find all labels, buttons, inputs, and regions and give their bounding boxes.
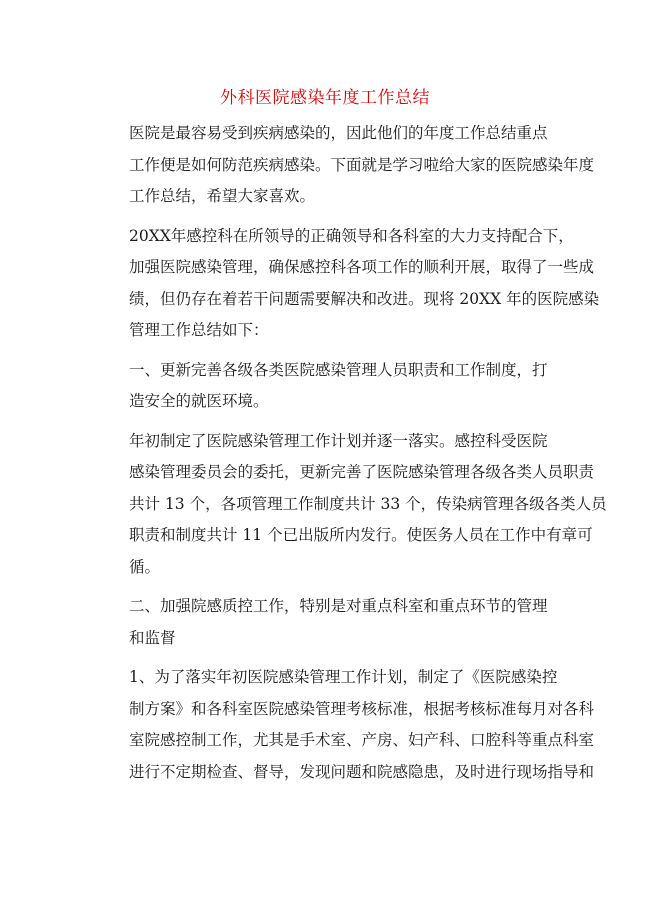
- section-heading-2: [98, 591, 552, 654]
- text-line: 和监督: [129, 628, 176, 647]
- paragraph-summary: [98, 221, 600, 347]
- text-line: 管理工作总结如下：: [129, 321, 269, 339]
- document-body: [98, 118, 607, 796]
- paragraph-intro: [98, 118, 595, 213]
- text-line: 一、更新完善各级各类医院感染管理人员职责和工作制度，打: [129, 360, 548, 379]
- document-title: 外科医院感染年度工作总结: [220, 88, 430, 108]
- section-heading-1: [98, 355, 552, 418]
- text-line: 感染管理委员会的委托，更新完善了医院感染管理各级各类人员职责: [129, 463, 595, 481]
- text-line: 职责和制度共计 11 个已出版所内发行。使医务人员在工作中有章可: [129, 526, 593, 544]
- text-line: 年初制定了医院感染管理工作计划并逐一落实。感控科受医院: [129, 431, 548, 450]
- paragraph-section-1: [98, 426, 607, 584]
- text-line: 制方案》和各科室医院感染管理考核标准，根据考核标准每月对各科: [129, 699, 595, 718]
- text-line: 1、为了落实年初医院感染管理工作计划，制定了《医院感染控: [129, 668, 558, 686]
- paragraph-section-2-item-1: [98, 662, 595, 788]
- text-line: 室院感控制工作，尤其是手术室、产房、妇产科、口腔科等重点科室: [129, 731, 595, 749]
- text-line: 循。: [129, 557, 161, 576]
- text-line: 二、加强院感质控工作，特别是对重点科室和重点环节的管理: [129, 597, 548, 615]
- text-line: 造安全的就医环境。: [129, 392, 269, 410]
- text-line: 绩，但仍存在着若干问题需要解决和改进。现将 20XX 年的医院感染: [129, 289, 600, 308]
- text-line: 工作便是如何防范疾病感染。下面就是学习啦给大家的医院感染年度: [129, 155, 595, 174]
- text-line: 共计 13 个，各项管理工作制度共计 33 个，传染病管理各级各类人员: [129, 494, 607, 513]
- text-line: 加强医院感染管理，确保感控科各项工作的顺利开展，取得了一些成: [129, 258, 595, 276]
- text-line: 进行不定期检查、督导，发现问题和院感隐患，及时进行现场指导和: [129, 762, 595, 781]
- text-line: 医院是最容易受到疾病感染的，因此他们的年度工作总结重点: [129, 124, 548, 142]
- text-line: 20XX年感控科在所领导的正确领导和各科室的大力支持配合下，: [129, 226, 574, 245]
- text-line: 工作总结，希望大家喜欢。: [129, 187, 316, 205]
